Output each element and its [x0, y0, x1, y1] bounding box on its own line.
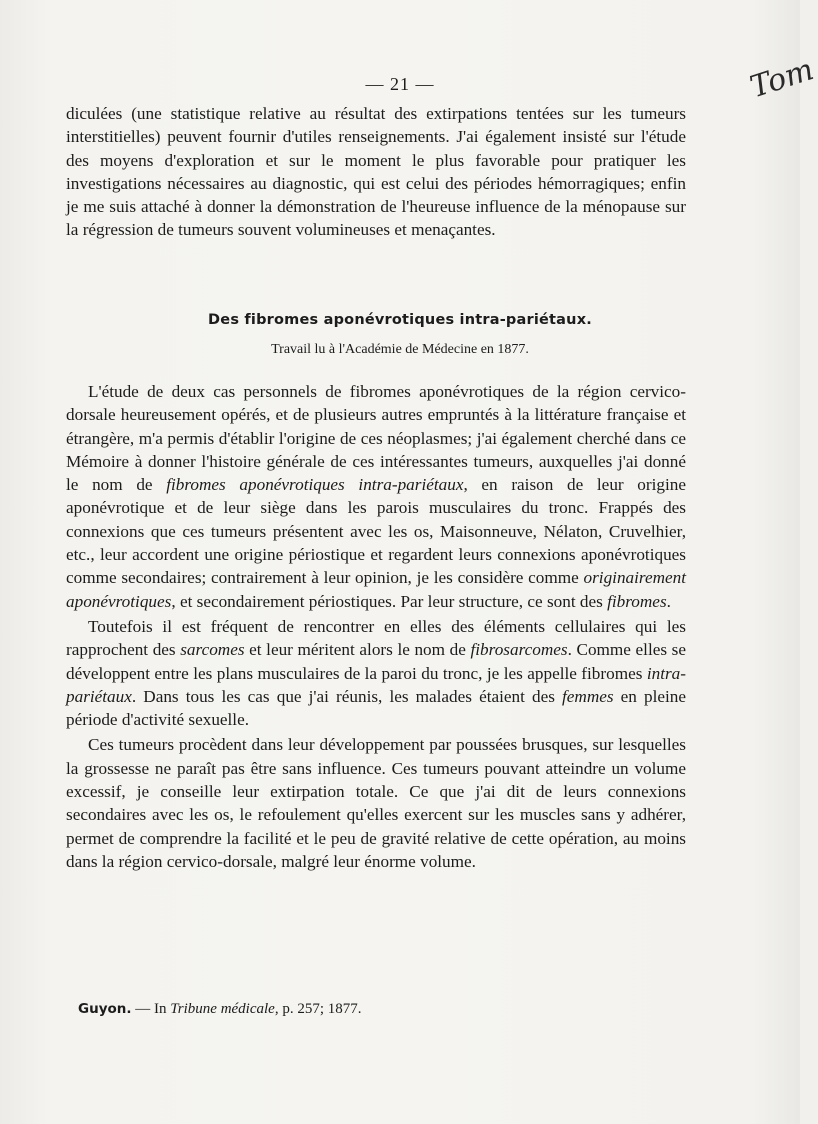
intro-paragraph: diculées (une statistique relative au résultat des extirpations tentées sur les tumeurs interstitielles) peuvent fournir d'utiles renseignements. J'ai également insisté sur l'étude des moyens d'exploration et sur le moment le plus favorable pour pratiquer les investigations nécessaires au diagnostic, qui est celui des périodes hémorragiques; enfin je me suis attaché à donner la démonstration de l'heureuse influence de la ménopause sur la régression de tumeurs souvent volumineuses et menaçantes. [66, 104, 686, 240]
text-run: . Comme elles se développent entre les plans musculaires de la paroi du tronc, je les appelle fibromes [66, 640, 686, 683]
handwritten-margin-note: Tom [746, 52, 818, 106]
citation-details: , p. 257; 1877. [274, 1001, 362, 1017]
italic-term: femmes [562, 686, 614, 706]
italic-term: fibromes aponévrotiques intra-pariétaux [166, 475, 464, 495]
text-run: , en raison de leur origine aponévrotique et de leur siège dans les parois musculaires du tronc. Frappés des connexions que ces tumeurs présentent avec les os, Maisonneuve, Nélaton, Cruvelhier, etc., leur accordent une origine périostique et regardent leurs connexions aponévrotiques comme secondaires; contrairement à leur opinion, je les considère comme [66, 475, 686, 588]
text-run: Toutefois il est fréquent de rencontrer en elles des éléments cellulaires qui les rapprochent des [66, 616, 686, 660]
text-run: . Dans tous les cas que j'ai réunis, les malades étaient des [131, 686, 563, 706]
italic-term: fibromes [607, 591, 667, 611]
italic-term: intra-pariétaux [66, 663, 686, 706]
text-run: et leur méritent alors le nom de [244, 640, 471, 660]
section-subtitle: Travail lu à l'Académie de Médecine en 1877. [271, 342, 529, 357]
citation-author: Guyon. [78, 1001, 132, 1017]
text-run: L'étude de deux cas personnels de fibromes aponévrotiques de la région cervico-dorsale heureusement opérés, et de plusieurs autres empruntés à la littérature française et étrangère, m'a permis d'établir l'origine de ces néoplasmes; j'ai également cherché dans ce Mémoire à donner l'histoire générale de ces intéressantes tumeurs, auxquelles j'ai donné le nom de [66, 382, 686, 495]
text-run: , et secondairement périostiques. Par leur structure, ce sont des [171, 591, 608, 611]
italic-term: sarcomes [180, 640, 245, 660]
paragraph-1 [66, 380, 686, 613]
text-run: . [666, 591, 671, 611]
citation-line [78, 1001, 362, 1018]
text-run: en pleine période d'activité sexuelle. [66, 686, 686, 730]
section-title: Des fibromes aponévrotiques intra-pariétaux. [208, 312, 592, 328]
citation-journal: Tribune médicale [170, 1001, 275, 1017]
italic-term: fibrosarcomes [470, 640, 568, 660]
paragraph-2 [66, 615, 686, 731]
citation-prefix: — In [131, 1001, 171, 1017]
paragraph-3: Ces tumeurs procèdent dans leur développement par poussées brusques, sur lesquelles la grossesse ne paraît pas être sans influence. Ces tumeurs pouvant atteindre un volume excessif, je conseille leur extirpation totale. Ce que j'ai dit de leurs connexions secondaires avec les os, le refoulement qu'elles exercent sur les muscles sans y adhérer, permet de comprendre la facilité et le peu de gravité relative de cette opération, au moins dans la région cervico-dorsale, malgré leur énorme volume. [66, 735, 686, 871]
section-body [66, 380, 686, 873]
italic-term: originairement aponévrotiques [66, 568, 686, 611]
page-number: — 21 — [365, 74, 435, 94]
intro-text-block [66, 102, 686, 242]
